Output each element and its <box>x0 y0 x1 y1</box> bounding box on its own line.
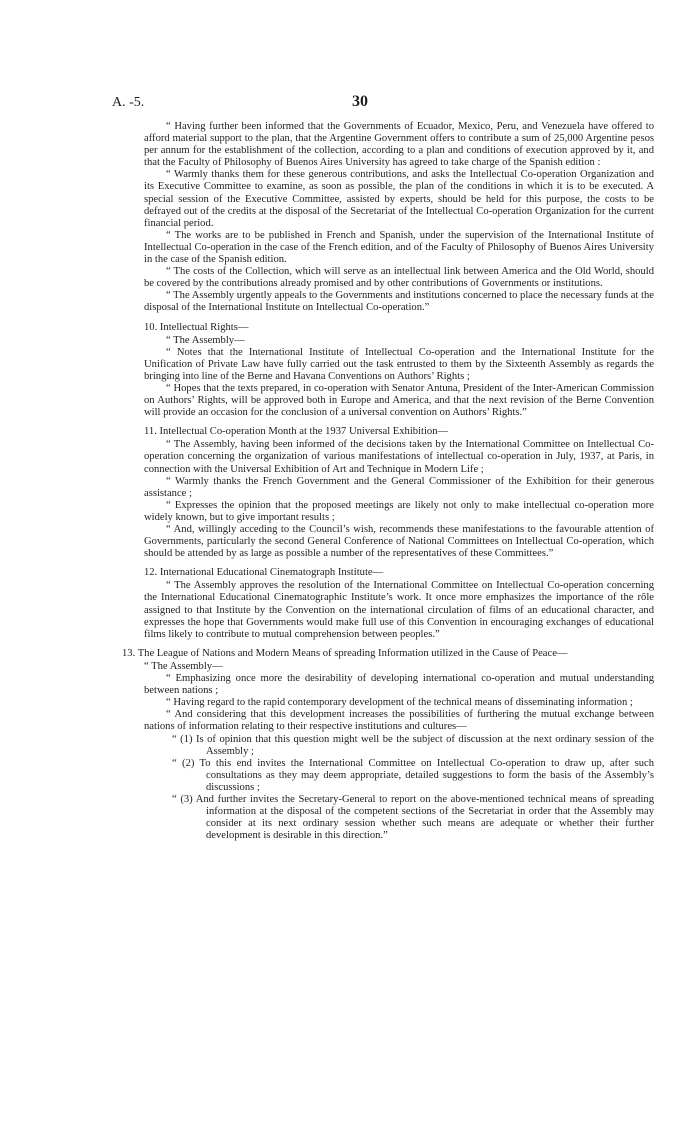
paragraph: “ The Assembly— <box>166 334 245 346</box>
section-heading: 12. International Educational Cinematograph Institute— <box>144 567 384 579</box>
paragraph: “ The costs of the Collection, which will serve as an intellectual link between America and the Old World, should be covered by the contributions already promised and by other contributions of Governments or institutions. <box>144 266 654 290</box>
paragraph: “ (1) Is of opinion that this question might well be the subject of discussion at the next ordinary session of the Assembly ; <box>172 733 654 757</box>
paragraph: “ The works are to be published in French and Spanish, under the supervision of the International Institute of Intellectual Co-operation in the case of the French edition, and of the Faculty of Philosophy of Buenos Aires University in the case of the Spanish edition. <box>144 229 654 266</box>
paragraph: “ (2) To this end invites the International Committee on Intellectual Co-operation to draw up, after such consultations as they may deem appropriate, detailed suggestions to form the basis of the Assembly’s discussions ; <box>172 757 654 793</box>
paragraph: “ The Assembly, having been informed of the decisions taken by the International Committee on Intellectual Co-operation concerning the organization of various manifestations of intellectual co-operation in July, 1937, at Paris, in connection with the Universal Exhibition of Art and Technique in Modern Life ; <box>144 439 654 475</box>
paragraph: “ Warmly thanks the French Government and the General Commissioner of the Exhibition for their generous assistance ; <box>144 475 654 499</box>
paragraph: “ Expresses the opinion that the proposed meetings are likely not only to make intellectual co-operation more widely known, but to give important results ; <box>144 499 654 523</box>
document-reference: A. -5. <box>112 95 145 110</box>
paragraph: “ And considering that this development increases the possibilities of furthering the mutual exchange between nations of information relating to their respective institutions and cultures— <box>144 709 654 733</box>
paragraph: “ Notes that the International Institute of Intellectual Co-operation and the International Institute for the Unification of Private Law have fully carried out the task entrusted to them by the Sixteenth Assembly as regards the bringing into line of the Berne and Havana Conventions on Authors’ Rights ; <box>144 346 654 382</box>
section-heading: 13. The League of Nations and Modern Means of spreading Information utilized in the Cause of Peace— <box>122 647 568 659</box>
paragraph: “ The Assembly approves the resolution of the International Committee on Intellectual Co-operation concerning the International Educational Cinematographic Institute’s work. It once more emphasizes the importance of the rôle assigned to that Institute by the Convention on the international circulation of films of an educational character, and expresses the hope that Governments would make full use of this Convention in encouraging exchanges of educational films likely to contribute to mutual comprehension between peoples.” <box>144 580 654 640</box>
paragraph: “ And, willingly acceding to the Council’s wish, recommends these manifestations to the favourable attention of Governments, particularly the second General Conference of National Committees on Intellectual Co-operation, which should be attended by as large as possible a number of the representatives of these Committees.” <box>144 524 654 560</box>
paragraph: “ Having regard to the rapid contemporary development of the technical means of disseminating information ; <box>166 697 633 709</box>
paragraph: “ Hopes that the texts prepared, in co-operation with Senator Antuna, President of the Inter-American Commission on Authors’ Rights, will be approved both in Europe and America, and that the next revision of the Berne Convention will provide an occasion for the conclusion of a universal convention on Authors’ Rights.” <box>144 382 654 419</box>
page-number: 30 <box>352 93 368 110</box>
paragraph: “ Having further been informed that the Governments of Ecuador, Mexico, Peru, and Venezuela have offered to afford material support to the plan, that the Argentine Government offers to contribute a sum of 25,000 Argentine pesos per annum for the establishment of the collection, according to a plan and conditions of execution approved by it, and that the Faculty of Philosophy of Buenos Aires University has agreed to take charge of the Spanish edition : <box>144 121 654 169</box>
paragraph: “ Warmly thanks them for these generous contributions, and asks the Intellectual Co-operation Organization and its Executive Committee to examine, as soon as possible, the plan of the conditions in which it is to be executed. A special session of the Executive Committee, assisted by experts, should be held for this purpose, the costs to be defrayed out of the credits at the disposal of the Secretariat of the Intellectual Co-operation Organization for the current financial period. <box>144 169 654 229</box>
paragraph: “ The Assembly urgently appeals to the Governments and institutions concerned to place the necessary funds at the disposal of the International Institute on Intellectual Co-operation.” <box>144 290 654 314</box>
paragraph: “ The Assembly— <box>144 660 223 672</box>
paragraph: “ Emphasizing once more the desirability of developing international co-operation and mutual understanding between nations ; <box>144 673 654 697</box>
section-heading: 11. Intellectual Co-operation Month at the 1937 Universal Exhibition— <box>144 426 449 438</box>
paragraph: “ (3) And further invites the Secretary-General to report on the above-mentioned technical means of spreading information at the disposal of the competent sections of the Secretariat in order that the Assembly may consider at its next ordinary session whether such means are adequate or whether their further development is desirable in this direction.” <box>172 793 654 842</box>
body-text <box>122 121 654 842</box>
section-heading: 10. Intellectual Rights— <box>144 321 249 333</box>
